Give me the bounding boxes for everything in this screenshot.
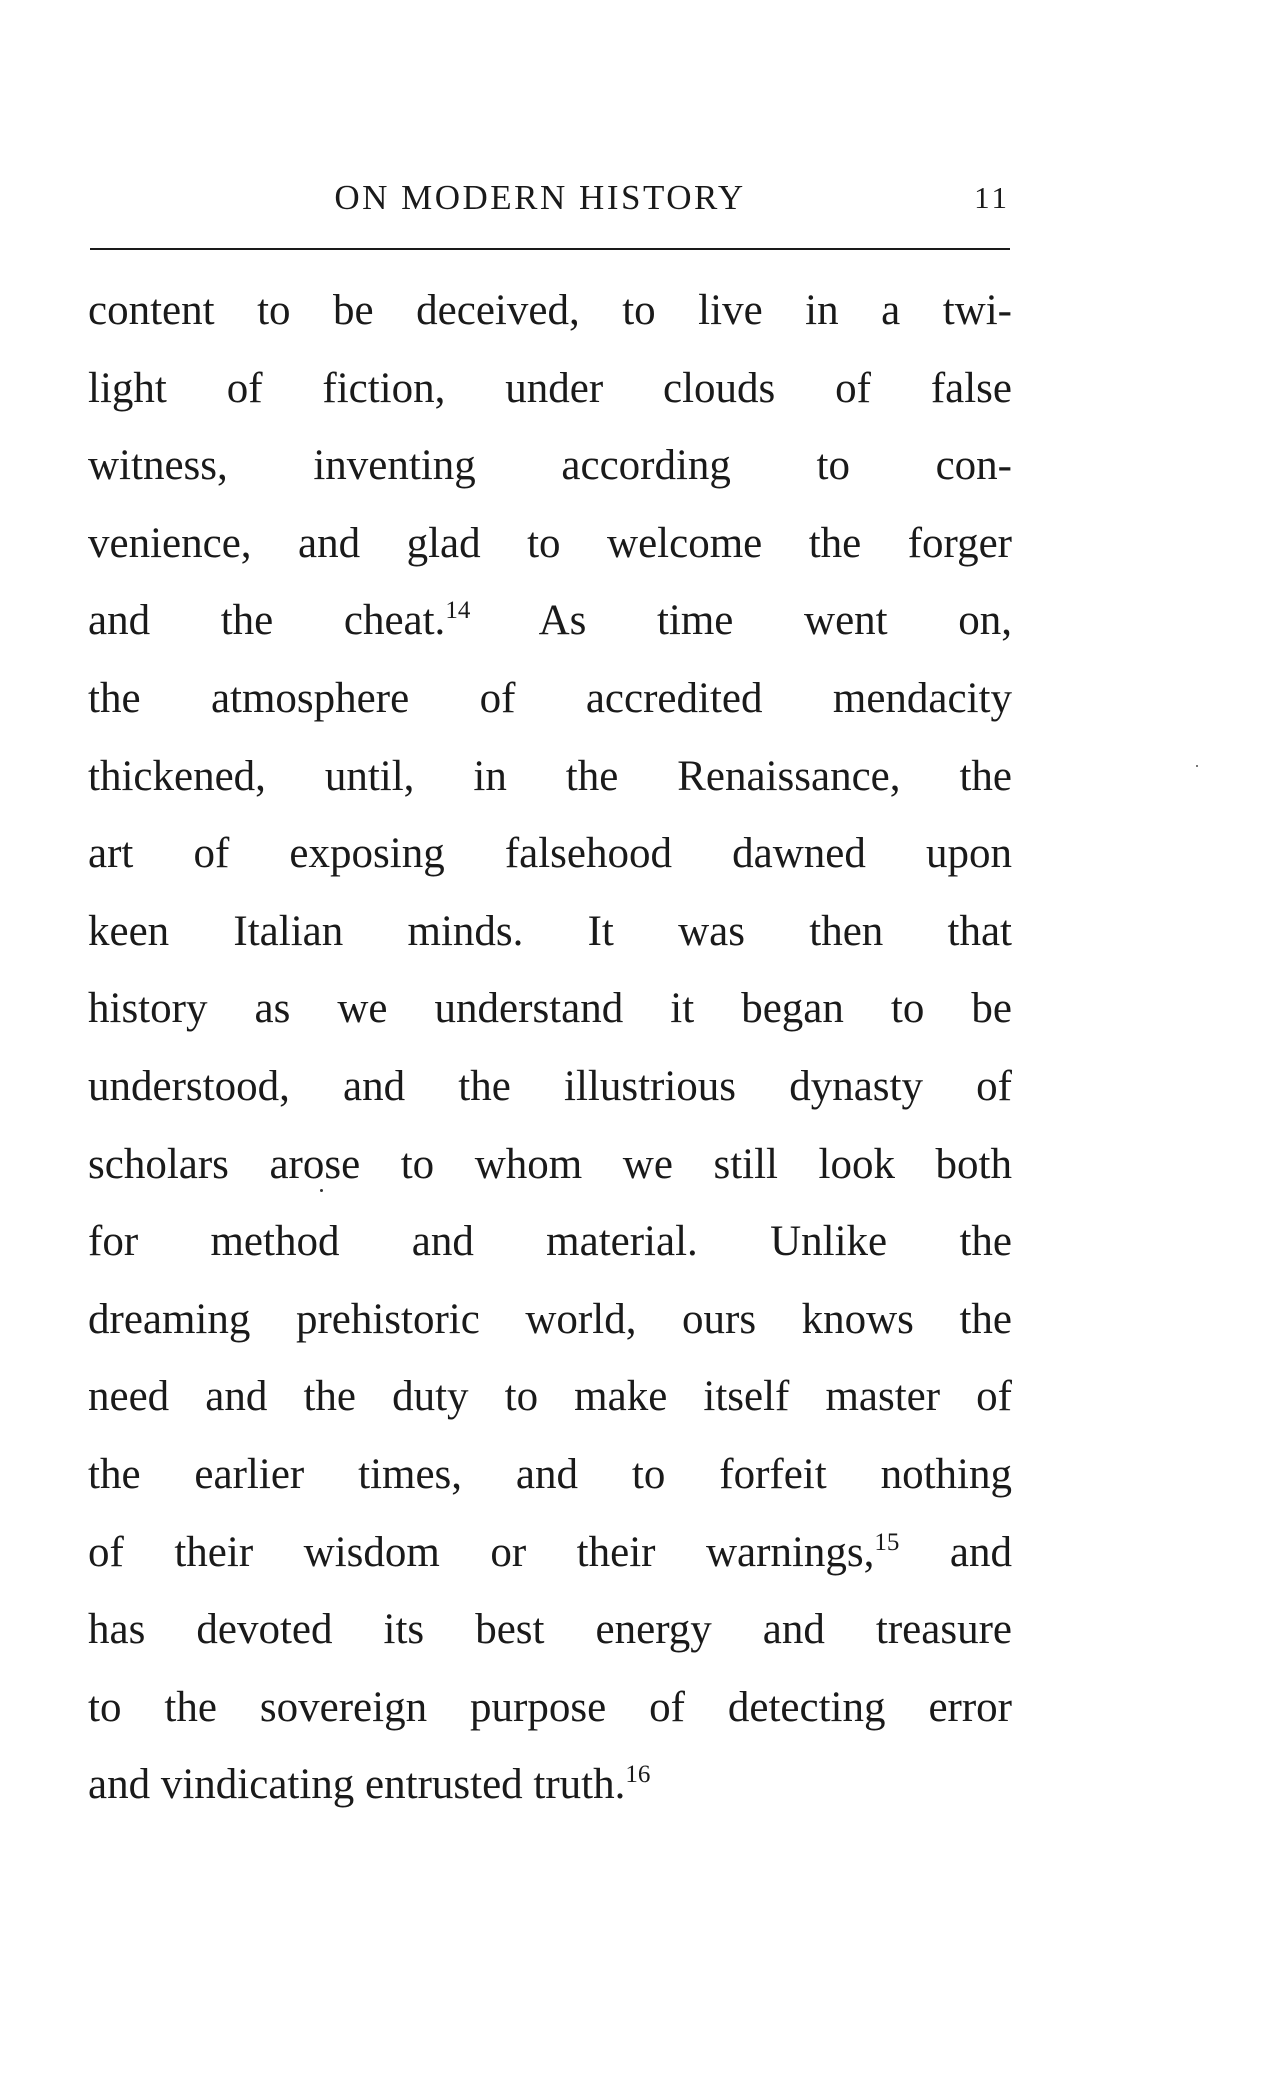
running-title: ON MODERN HISTORY bbox=[334, 178, 746, 217]
text-line-5-tail: As time went on, bbox=[538, 597, 1012, 645]
text-line-17-tail: and bbox=[949, 1528, 1012, 1576]
page-number: 11 bbox=[974, 180, 1010, 215]
text-line-12: scholars arose to whom we still look both bbox=[88, 1140, 1012, 1188]
text-line-18: has devoted its best energy and treasure bbox=[88, 1606, 1012, 1654]
text-line-7: thickened, until, in the Renaissance, the bbox=[88, 752, 1012, 800]
text-line-17-head: of their wisdom or their warnings, bbox=[88, 1528, 875, 1576]
text-line-11: understood, and the illustrious dynasty of bbox=[88, 1062, 1012, 1110]
text-line-1: content to be deceived, to live in a twi- bbox=[88, 287, 1012, 334]
text-line-10: history as we understand it began to be bbox=[88, 985, 1012, 1033]
page-header bbox=[90, 178, 1010, 228]
text-line-3: witness, inventing according to con- bbox=[88, 442, 1012, 490]
footnote-ref-15: 15 bbox=[874, 1528, 900, 1556]
header-rule bbox=[90, 248, 1010, 250]
footnote-ref-14: 14 bbox=[445, 597, 471, 625]
text-line-15: need and the duty to make itself master of bbox=[88, 1373, 1012, 1421]
text-line-6: the atmosphere of accredited mendacity bbox=[88, 674, 1012, 722]
text-line-19: to the sovereign purpose of detecting error bbox=[88, 1683, 1012, 1731]
body-text bbox=[88, 272, 1012, 1824]
ink-speck bbox=[320, 1189, 323, 1192]
text-line-5 bbox=[88, 582, 1012, 660]
footnote-ref-16: 16 bbox=[625, 1761, 651, 1789]
text-line-20-head: and vindicating entrusted truth. bbox=[88, 1761, 626, 1809]
text-line-9: keen Italian minds. It was then that bbox=[88, 907, 1012, 955]
text-line-8: art of exposing falsehood dawned upon bbox=[88, 830, 1012, 878]
margin-speck bbox=[1196, 765, 1198, 767]
text-line-17 bbox=[88, 1514, 1012, 1592]
text-line-16: the earlier times, and to forfeit nothing bbox=[88, 1450, 1012, 1498]
text-line-14: dreaming prehistoric world, ours knows the bbox=[88, 1295, 1012, 1343]
text-line-5-head: and the cheat. bbox=[88, 597, 446, 645]
text-line-4: venience, and glad to welcome the forger bbox=[88, 519, 1012, 567]
text-line-2: light of fiction, under clouds of false bbox=[88, 364, 1012, 412]
text-line-13: for method and material. Unlike the bbox=[88, 1218, 1012, 1266]
text-line-20 bbox=[88, 1746, 1012, 1824]
